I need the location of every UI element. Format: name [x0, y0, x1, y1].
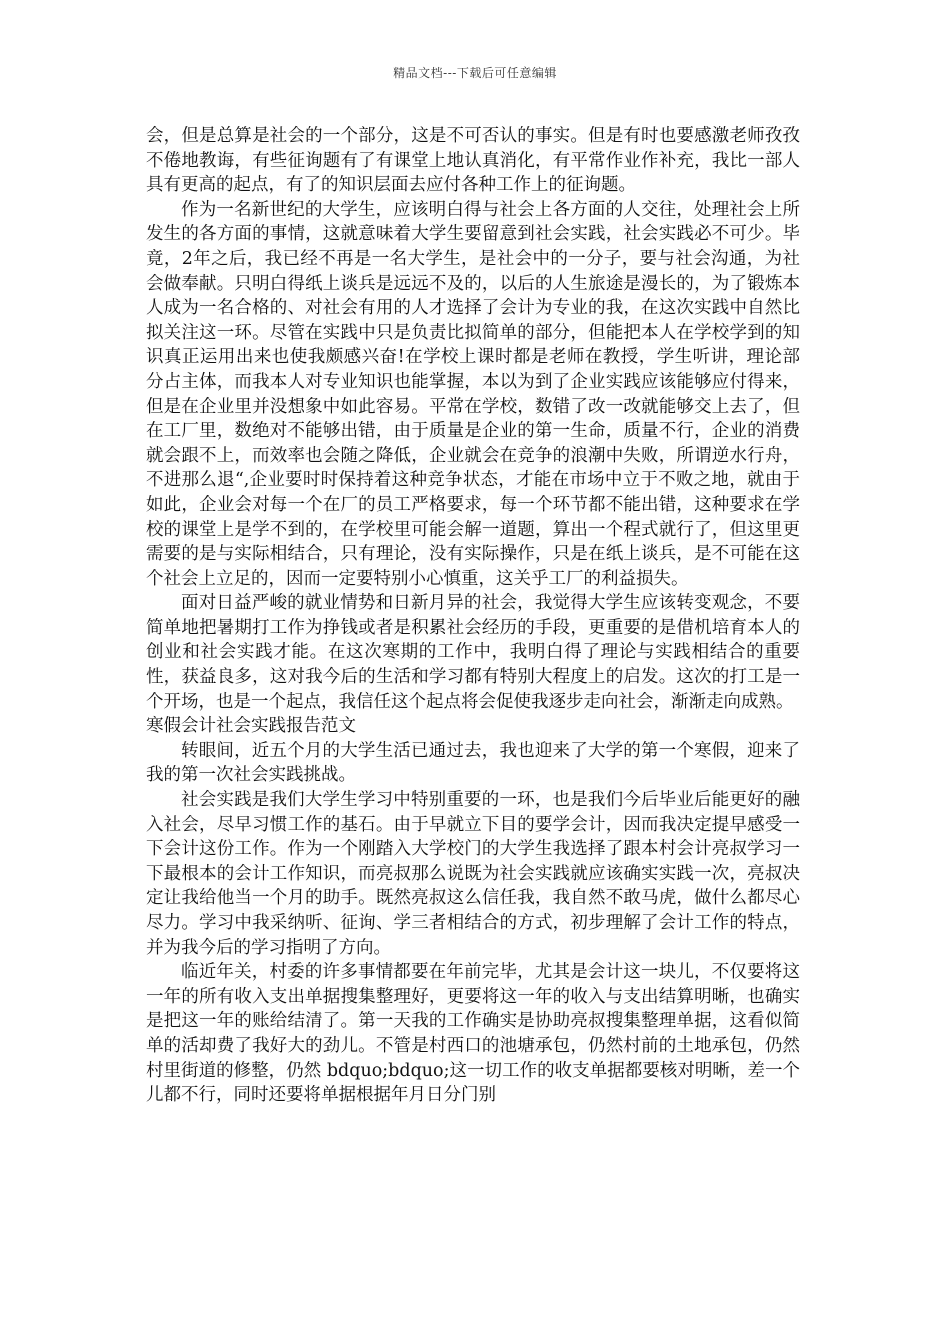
- page-header: 精品文档---下载后可任意编辑: [393, 66, 557, 80]
- paragraph: 临近年关，村委的许多事情都要在年前完毕，尤其是会计这一块儿，不仅要将这一年的所有收入支出单据搜集整理好，更要将这一年的收入与支出结算明晰，也确实是把这一年的账给结清了。第一天我的工作确实是协助亮叔搜集整理单据，这看似简单的活却费了我好大的劲儿。不管是村西口的池塘承包，仍然村前的土地承包，仍然村里街道的修整，仍然 bdquo;bdquo;这一切工作的收支单据都要核对明晰，差一个儿都不行，同时还要将单据根据年月日分门别: [146, 962, 800, 1106]
- document-body: [146, 124, 800, 1108]
- section-heading: 寒假会计社会实践报告范文: [146, 716, 356, 737]
- paragraph: 社会实践是我们大学生学习中特别重要的一环，也是我们今后毕业后能更好的融入社会，尽早习惯工作的基石。由于早就立下目的要学会计，因而我决定提早感受一下会计这份工作。作为一个刚踏入大学校门的大学生我选择了跟本村会计亮叔学习一下最根本的会计工作知识，而亮叔那么说既为社会实践就应该确实实践一次，亮叔决定让我给他当一个月的助手。既然亮叔这么信任我，我自然不敢马虎，做什么都尽心尽力。学习中我采纳听、征询、学三者相结合的方式，初步理解了会计工作的特点，并为我今后的学习指明了方向。: [146, 790, 800, 958]
- paragraph: 面对日益严峻的就业情势和日新月异的社会，我觉得大学生应该转变观念，不要简单地把暑期打工作为挣钱或者是积累社会经历的手段，更重要的是借机培育本人的创业和社会实践才能。在这次寒期的工作中，我明白得了理论与实践相结合的重要性，获益良多，这对我今后的生活和学习都有特别大程度上的启发。这次的打工是一个开场，也是一个起点，我信任这个起点将会促使我逐步走向社会，渐渐走向成熟。: [146, 593, 800, 712]
- paragraph-continuation: 会，但是总算是社会的一个部分，这是不可否认的事实。但是有时也要感激老师孜孜不倦地教诲，有些征询题有了有课堂上地认真消化，有平常作业作补充，我比一部人具有更高的起点，有了的知识层面去应付各种工作上的征询题。: [146, 126, 800, 196]
- paragraph: 作为一名新世纪的大学生，应该明白得与社会上各方面的人交往，处理社会上所发生的各方面的事情，这就意味着大学生要留意到社会实践，社会实践必不可少。毕竟，2年之后，我已经不再是一名大学生，是社会中的一分子，要与社会沟通，为社会做奉献。只明白得纸上谈兵是远远不及的，以后的人生旅途是漫长的，为了锻炼本人成为一名合格的、对社会有用的人才选择了会计为专业的我，在这次实践中自然比拟关注这一环。尽管在实践中只是负责比拟简单的部分，但能把本人在学校学到的知识真正运用出来也使我颇感兴奋!在学校上课时都是老师在教授，学生听讲，理论部分占主体，而我本人对专业知识也能掌握，本以为到了企业实践应该能够应付得来，但是在企业里并没想象中如此容易。平常在学校，数错了改一改就能够交上去了，但在工厂里，数绝对不能够出错，由于质量是企业的第一生命，质量不行，企业的消费就会跟不上，而效率也会随之降低，企业就会在竞争的浪潮中失败，所谓逆水行舟，不进那么退“,企业要时时保持着这种竞争状态，才能在市场中立于不败之地，就由于如此，企业会对每一个在厂的员工严格要求，每一个环节都不能出错，这种要求在学校的课堂上是学不到的，在学校里可能会解一道题，算出一个程式就行了，但这里更需要的是与实际相结合，只有理论，没有实际操作，只是在纸上谈兵，是不可能在这个社会上立足的，因而一定要特别小心慎重，这关乎工厂的利益损失。: [146, 199, 800, 589]
- paragraph: 转眼间，近五个月的大学生活已通过去，我也迎来了大学的第一个寒假，迎来了我的第一次社会实践挑战。: [146, 740, 800, 786]
